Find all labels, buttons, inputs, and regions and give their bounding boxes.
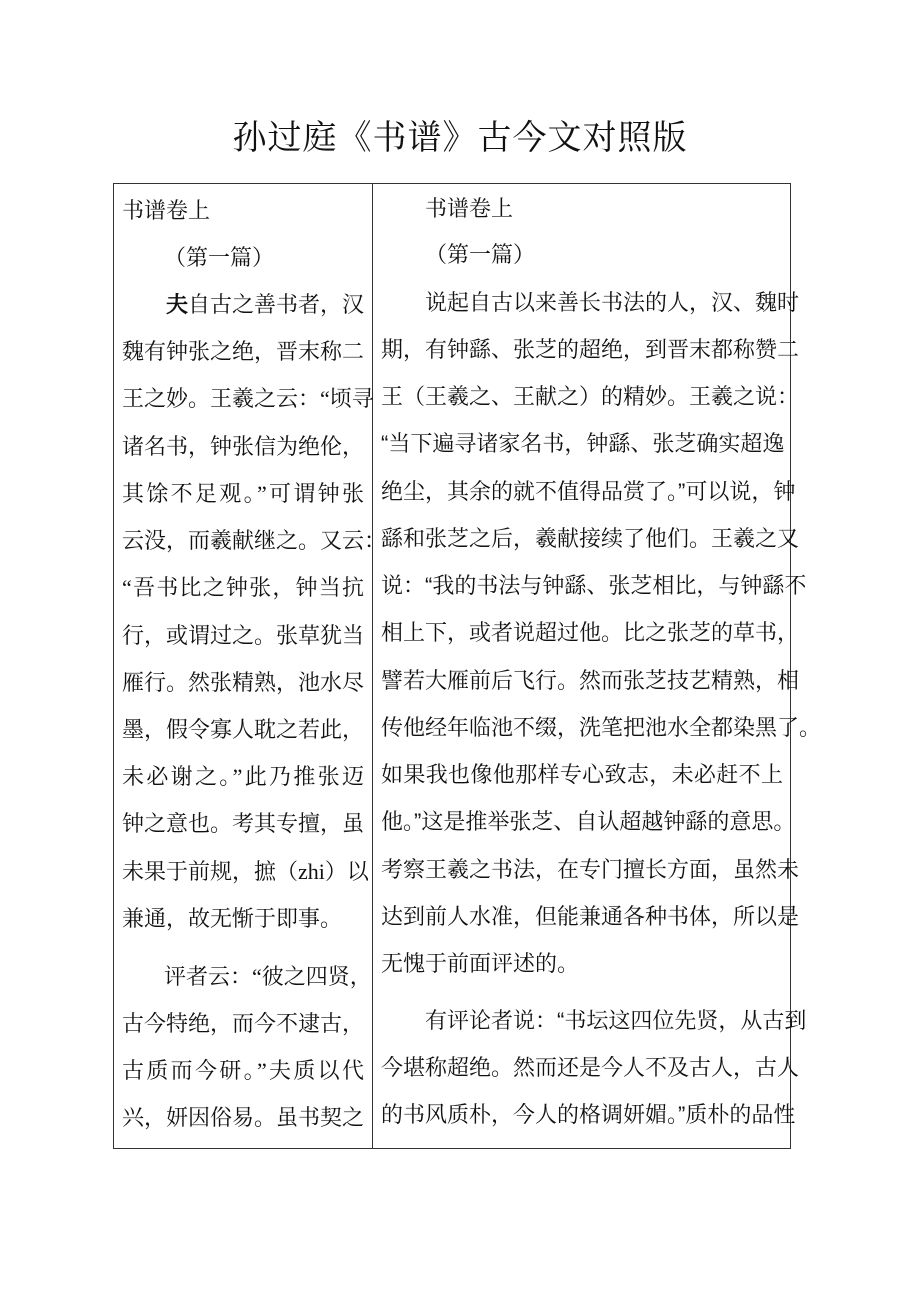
left-line-11: 雁行。然张精熟，池水尽 <box>122 670 365 695</box>
left-line-12: 墨，假令寡人耽之若此， <box>122 717 365 742</box>
left-line-9: “吾书比之钟张，钟当抗 <box>122 575 364 600</box>
right-line-3: 说起自古以来善长书法的人，汉、魏时 <box>425 290 800 315</box>
left-line-14: 钟之意也。考其专擅，虽 <box>122 811 365 836</box>
left-line-4: 魏有钟张之绝，晋末称二 <box>122 339 365 364</box>
drop-emphasis-char: 夫 <box>166 292 189 317</box>
left-line-5: 王之妙。王羲之云：“顷寻 <box>122 386 374 411</box>
left-line-3 <box>166 292 364 318</box>
document-title: 孙过庭《书谱》古今文对照版 <box>232 120 688 157</box>
comparison-table <box>113 183 822 1149</box>
right-line-18: 有评论者说：“书坛这四位先贤，从古到 <box>425 1008 807 1033</box>
left-line-16: 兼通，故无惭于即事。 <box>122 906 343 931</box>
right-line-8: 繇和张芝之后，羲献接续了他们。王羲之又 <box>381 526 800 551</box>
left-line-2: （第一篇） <box>164 245 275 270</box>
left-line-7: 其馀不足观。”可谓钟张 <box>122 481 364 506</box>
left-line-18: 古今特绝，而今不逮古， <box>122 1011 365 1036</box>
right-line-19: 今堪称超绝。然而还是今人不及古人，古人 <box>381 1055 800 1080</box>
right-line-7: 绝尘，其余的就不值得品赏了。”可以说，钟 <box>381 479 796 504</box>
right-line-15: 考察王羲之书法，在专门擅长方面，虽然未 <box>381 857 800 882</box>
right-line-12: 传他经年临池不缀，洗笔把池水全都染黑了。 <box>381 715 822 740</box>
right-line-1: 书谱卷上 <box>425 196 514 221</box>
right-line-4: 期，有钟繇、张芝的超绝，到晋末都称赞二 <box>381 337 800 362</box>
left-line-10: 行，或谓过之。张草犹当 <box>122 623 365 648</box>
left-line-8: 云没，而羲献继之。又云： <box>122 528 387 553</box>
right-line-14: 他。”这是推举张芝、自认超越钟繇的意思。 <box>381 809 796 834</box>
left-line-13: 未必谢之。”此乃推张迈 <box>122 764 364 789</box>
left-line-20: 兴，妍因俗易。虽书契之 <box>122 1105 365 1130</box>
right-line-17: 无愧于前面评述的。 <box>381 951 580 976</box>
right-line-13: 如果我也像他那样专心致志，未必赶不上 <box>381 762 783 787</box>
column-divider <box>372 184 373 1148</box>
right-line-5: 王（王羲之、王献之）的精妙。王羲之说： <box>381 384 800 409</box>
left-line-17: 评者云：“彼之四贤， <box>164 964 372 989</box>
right-line-9: 说：“我的书法与钟繇、张芝相比，与钟繇不 <box>381 573 807 598</box>
left-line-3-rest: 自古之善书者，汉 <box>188 292 365 317</box>
right-line-20: 的书风质朴，今人的格调妍媚。”质朴的品性 <box>381 1102 796 1127</box>
left-line-19: 古质而今研。”夫质以代 <box>122 1058 364 1083</box>
right-line-2: （第一篇） <box>425 242 536 267</box>
right-line-10: 相上下，或者说超过他。比之张芝的草书， <box>381 620 800 645</box>
right-line-16: 达到前人水准，但能兼通各种书体，所以是 <box>381 904 800 929</box>
right-line-11: 譬若大雁前后飞行。然而张芝技艺精熟，相 <box>381 668 800 693</box>
left-line-6: 诸名书，钟张信为绝伦， <box>122 434 365 459</box>
left-line-15: 未果于前规，摭（zhi）以 <box>122 859 369 884</box>
right-line-6: “当下遍寻诸家名书，钟繇、张芝确实超逸 <box>381 431 785 456</box>
left-line-1: 书谱卷上 <box>122 198 211 223</box>
